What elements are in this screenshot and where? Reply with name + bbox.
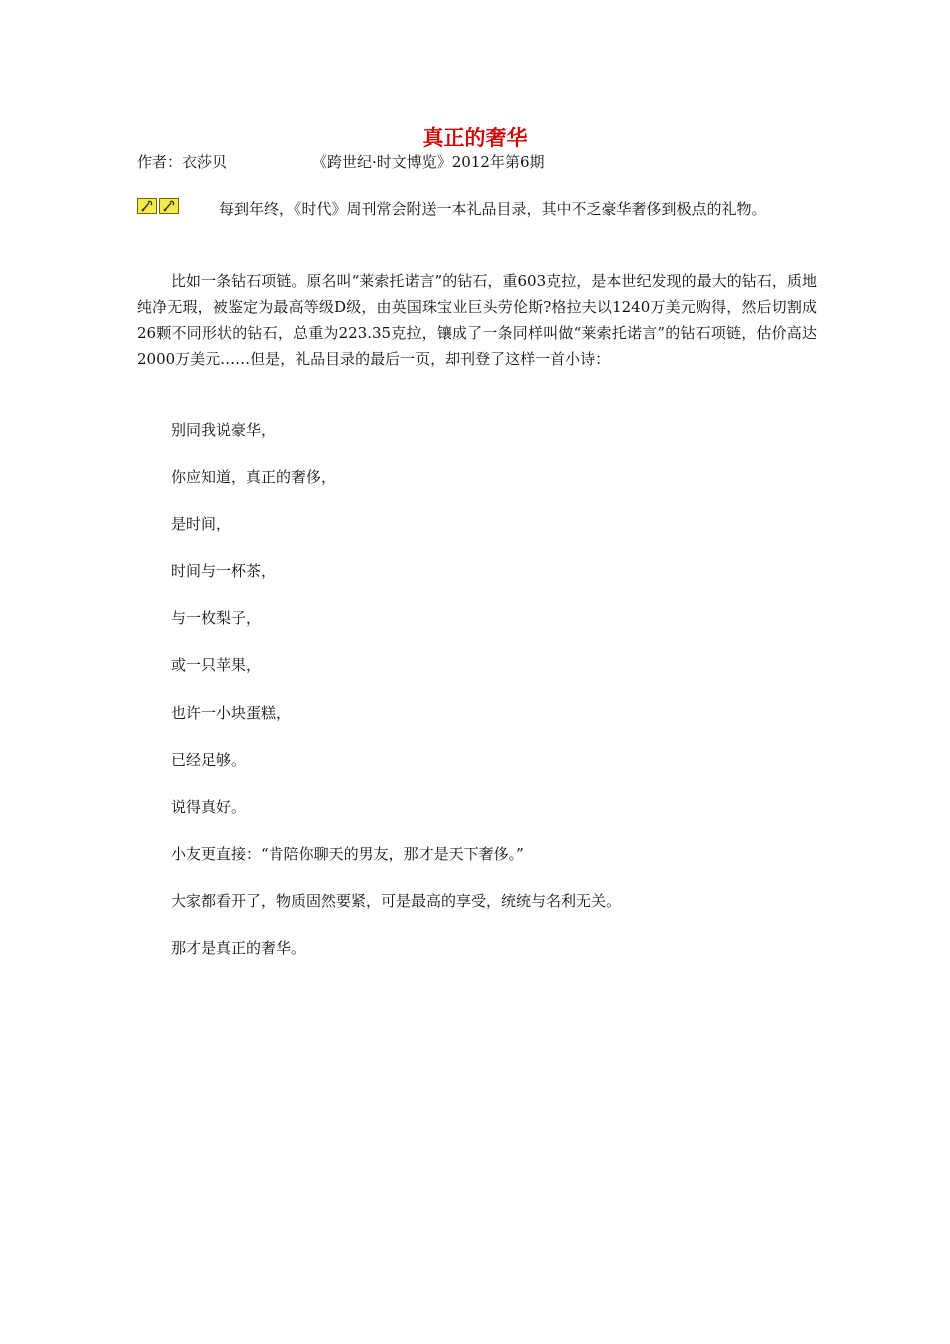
closing-line: 那才是真正的奢华。: [171, 939, 307, 957]
poem-line: 也许一小块蛋糕，: [171, 704, 292, 722]
poem-line: 别同我说豪华，: [171, 421, 277, 439]
poem-line: 时间与一杯茶，: [171, 562, 277, 580]
poem-line: 是时间，: [171, 515, 232, 533]
paragraph-necklace: 比如一条钻石项链。原名叫“莱索托诺言”的钻石，重603克拉，是本世纪发现的最大的钻石，质地纯净无瑕，被鉴定为最高等级D级，由英国珠宝业巨头劳伦斯?格拉夫以1240万美元购得，然后切割成26颗不同形状的钻石，总重为223.35克拉，镶成了一条同样叫做“莱索托诺言”的钻石项链，估价高达2000万美元……但是，礼品目录的最后一页，却刊登了这样一首小诗：: [137, 272, 817, 368]
poem-line: 与一枚梨子，: [171, 609, 262, 627]
poem-line: 或一只苹果，: [171, 656, 262, 674]
comment-line: 说得真好。: [171, 798, 247, 816]
poem-line: 已经足够。: [171, 751, 247, 769]
article-title: 真正的奢华: [422, 125, 528, 150]
comment-line: 小友更直接：“肯陪你聊天的男友，那才是天下奢侈。”: [171, 845, 524, 863]
byline: [137, 151, 545, 172]
comment-line: 大家都看开了，物质固然要紧，可是最高的享受，统统与名利无关。: [171, 892, 622, 910]
source: 《跨世纪·时文博览》2012年第6期: [312, 153, 545, 171]
paragraph-intro: 每到年终，《时代》周刊常会附送一本礼品目录，其中不乏豪华奢侈到极点的礼物。: [219, 200, 767, 218]
author: 作者：衣莎贝: [137, 153, 228, 171]
poem-line: 你应知道，真正的奢侈，: [171, 468, 337, 486]
